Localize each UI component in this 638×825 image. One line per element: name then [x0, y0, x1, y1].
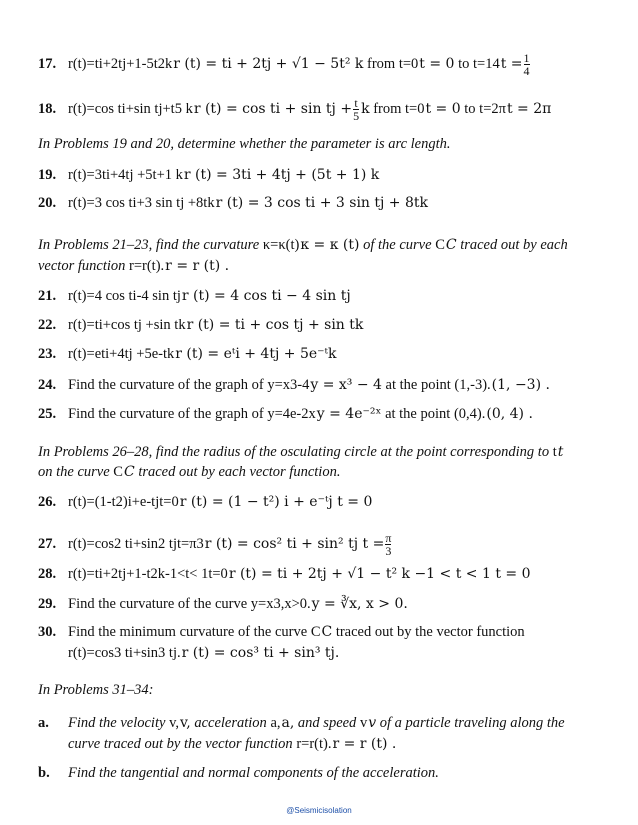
problem-formula-math: r (t) = 4 cos ti − 4 sin tj	[181, 288, 351, 304]
problem-25	[38, 406, 533, 423]
velocity-math: v,	[180, 715, 191, 731]
part-text: Find the tangential and normal components of the acceleration.	[68, 765, 439, 781]
header-formula-text: t	[552, 444, 557, 460]
problem-formula-math: r (t) = ti + 2tj + √1 − t² k −1 < t < 1 t = 0	[228, 566, 531, 582]
speed-math: v	[368, 715, 377, 731]
section-header-21-23-line2	[38, 258, 229, 275]
point-text: (0,4).	[453, 406, 486, 422]
interval-to-math: t = 2π	[506, 100, 552, 117]
interval-from-math: t = 0	[419, 55, 455, 72]
problem-formula-math: r (t) = ti + 2tj + √1 − 5t² k	[173, 55, 364, 72]
part-a-line2	[68, 736, 396, 753]
problem-formula-text: y=4e-2x	[267, 406, 316, 422]
problem-formula-text: y=x3,x>0.	[250, 596, 311, 612]
problem-24	[38, 377, 550, 394]
footer-watermark: @Seismicisolation	[286, 806, 352, 815]
fraction-numerator: 1	[523, 51, 530, 65]
header-formula-text: κ=κ(t)	[262, 237, 300, 253]
problem-formula-text: r(t)=cos3 ti+sin3 tj.	[68, 645, 181, 661]
problem-formula-math: r (t) = ti + cos tj + sin tk	[186, 317, 364, 333]
point-text: (1,-3).	[454, 377, 491, 393]
problem-number: 30.	[38, 624, 57, 640]
point-math: (1, −3) .	[491, 377, 550, 393]
header-text: In Problems 21–23, find the curvature	[38, 237, 263, 253]
header-formula-text: r=r(t).	[129, 258, 165, 274]
problem-number: 20.	[38, 195, 57, 211]
part-text: Find the velocity	[68, 715, 170, 731]
header-text: traced out by each	[456, 237, 568, 253]
problem-formula-math: r (t) = 3 cos ti + 3 sin tj + 8tk	[215, 195, 428, 211]
problem-formula-text: r(t)=3ti+4tj +5t+1 k	[68, 167, 183, 183]
problem-formula-math-tail: k	[361, 100, 370, 117]
problem-number: 23.	[38, 346, 57, 362]
problem-formula-math: y = ∛x, x > 0.	[311, 596, 408, 612]
problem-formula-math: y = x³ − 4	[310, 377, 382, 393]
header-text: on the curve	[38, 464, 114, 480]
interval-to-text: to t=14	[458, 55, 500, 72]
problem-20	[38, 195, 428, 212]
part-text: curve traced out by the vector function	[68, 736, 297, 752]
problem-number: 21.	[38, 288, 57, 304]
problem-formula-text: r(t)=cos2 ti+sin2 tjt=π3	[68, 535, 204, 552]
problem-text: Find the curvature of the graph of	[68, 406, 268, 422]
interval-to-math: t =	[500, 55, 523, 72]
header-curve-math: C	[123, 464, 135, 480]
problem-formula-text: y=x3-4	[267, 377, 310, 393]
interval-from-text: from t=0	[367, 55, 419, 72]
problem-28	[38, 566, 531, 583]
part-formula-text: r=r(t).	[296, 736, 332, 752]
curve-math: C	[321, 624, 333, 640]
part-text: of a particle traveling along the	[376, 715, 565, 731]
problem-text: Find the minimum curvature of the curve	[68, 624, 311, 640]
problem-text: Find the curvature of the graph of	[68, 377, 268, 393]
fraction-denominator: 5	[353, 109, 360, 123]
problem-19	[38, 167, 379, 184]
interval-from-math: t = 0	[425, 100, 461, 117]
problem-29	[38, 596, 408, 613]
problem-number: 24.	[38, 377, 57, 393]
header-formula-math: κ = κ (t)	[300, 237, 360, 253]
header-curve-text: C	[435, 237, 445, 253]
fraction	[385, 532, 391, 557]
fraction	[524, 52, 530, 77]
problem-formula-text: r(t)=3 cos ti+3 sin tj +8tk	[68, 195, 215, 211]
fraction-numerator: t	[354, 96, 358, 110]
section-header-26-28-line2	[38, 464, 340, 481]
acceleration-text: a,	[270, 715, 281, 731]
problem-30	[38, 624, 525, 641]
part-text: acceleration	[190, 715, 271, 731]
section-header-26-28-line1	[38, 444, 563, 461]
problem-21	[38, 288, 351, 305]
problem-26	[38, 494, 372, 511]
section-header-19-20: In Problems 19 and 20, determine whether the parameter is arc length.	[38, 136, 451, 152]
problem-number: 26.	[38, 494, 57, 510]
problem-formula-math: y = 4e⁻²ˣ	[316, 406, 382, 422]
problem-formula-text: r(t)=eti+4tj +5e-tk	[68, 346, 175, 362]
part-text: and speed	[294, 715, 360, 731]
fraction-denominator: 3	[385, 544, 392, 558]
part-label: b.	[38, 765, 50, 781]
problem-formula-math: r (t) = cos³ ti + sin³ tj.	[181, 645, 340, 661]
header-text: vector function	[38, 258, 130, 274]
problem-number: 27.	[38, 535, 57, 552]
header-formula-math: t	[557, 444, 564, 460]
problem-number: 18.	[38, 100, 57, 117]
part-a	[38, 715, 565, 732]
problem-text: Find the curvature of the curve	[68, 596, 251, 612]
header-text: of the curve	[359, 237, 436, 253]
problem-formula-math: r (t) = cos ti + sin tj +	[193, 100, 353, 117]
problem-text-mid: at the point	[381, 377, 455, 393]
problem-formula-text: r(t)=ti+2tj+1-5t2k	[68, 55, 173, 72]
fraction	[353, 97, 359, 122]
section-header-21-23-line1	[38, 237, 568, 254]
problem-22	[38, 317, 363, 334]
problem-30-line2	[68, 645, 339, 662]
problem-formula-text: r(t)=4 cos ti-4 sin tj	[68, 288, 181, 304]
problem-formula-math: r (t) = eᵗi + 4tj + 5e⁻ᵗk	[175, 346, 337, 362]
header-curve-text: C	[113, 464, 123, 480]
fraction-denominator: 4	[523, 64, 530, 78]
problem-formula-text: r(t)=ti+2tj+1-t2k-1<t< 1t=0	[68, 566, 228, 582]
problem-number: 19.	[38, 167, 57, 183]
point-math: (0, 4) .	[486, 406, 533, 422]
problem-formula-text: r(t)=ti+cos tj +sin tk	[68, 317, 186, 333]
speed-text: v	[359, 715, 368, 731]
problem-number: 22.	[38, 317, 57, 333]
problem-formula-math: r (t) = cos² ti + sin² tj t =	[204, 535, 385, 552]
header-curve-math: C	[445, 237, 457, 253]
interval-from-text: from t=0	[373, 100, 425, 117]
velocity-text: v,	[169, 715, 179, 731]
header-text: In Problems 26–28, find the radius of the osculating circle at the point corresponding to	[38, 444, 553, 460]
part-b	[38, 765, 439, 782]
acceleration-math: a,	[281, 715, 295, 731]
problem-number: 28.	[38, 566, 57, 582]
problem-formula-text: r(t)=cos ti+sin tj+t5 k	[68, 100, 193, 117]
problem-number: 25.	[38, 406, 57, 422]
interval-to-text: to t=2π	[464, 100, 506, 117]
problem-17	[38, 52, 531, 77]
problem-text-tail: traced out by the vector function	[332, 624, 525, 640]
header-formula-math: r = r (t) .	[165, 258, 230, 274]
problem-formula-math: r (t) = (1 − t²) i + e⁻ᵗj t = 0	[179, 494, 373, 510]
curve-text: C	[310, 624, 321, 640]
section-header-31-34: In Problems 31–34:	[38, 682, 154, 698]
part-formula-math: r = r (t) .	[332, 736, 397, 752]
problem-text-mid: at the point	[381, 406, 454, 422]
problem-23	[38, 346, 336, 363]
header-text: traced out by each vector function.	[134, 464, 341, 480]
problem-27	[38, 532, 392, 557]
problem-formula-text: r(t)=(1-t2)i+e-tjt=0	[68, 494, 179, 510]
problem-number: 17.	[38, 55, 57, 72]
fraction-numerator: π	[385, 531, 392, 545]
problem-18	[38, 97, 551, 122]
part-label: a.	[38, 715, 49, 731]
problem-formula-math: r (t) = 3ti + 4tj + (5t + 1) k	[183, 167, 380, 183]
problem-number: 29.	[38, 596, 57, 612]
